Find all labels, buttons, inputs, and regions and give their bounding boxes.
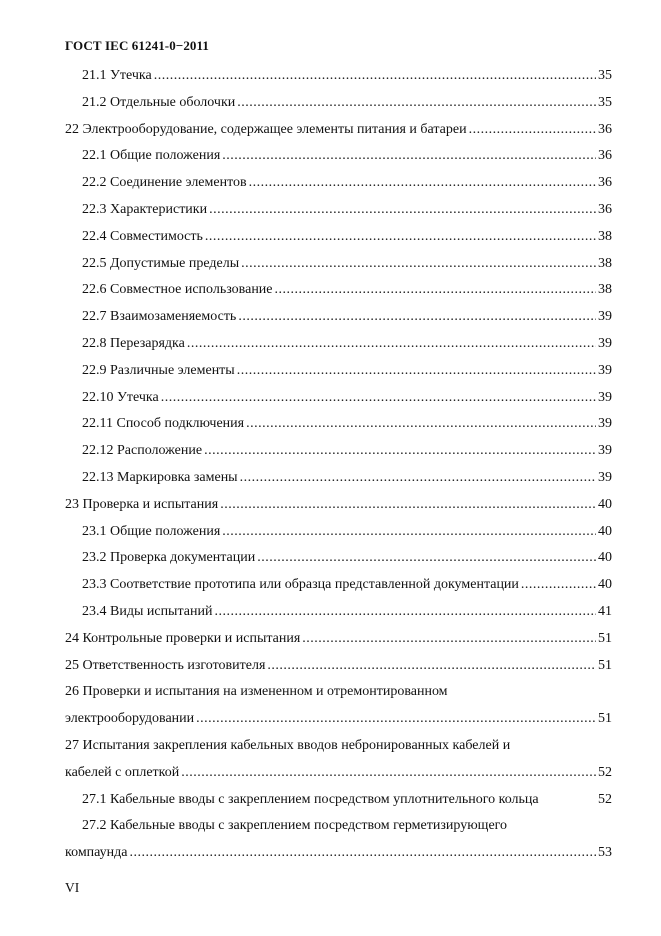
- toc-leader-dots: [214, 603, 596, 620]
- toc-entry: [65, 496, 612, 513]
- toc-entry-page: 41: [598, 604, 612, 619]
- toc-leader-dots: [267, 657, 596, 674]
- toc-entry-page: 40: [598, 496, 612, 512]
- toc-leader-dots: [275, 281, 596, 298]
- toc-entry: [65, 683, 448, 700]
- toc-entry-title: 24 Контрольные проверки и испытания: [65, 630, 301, 646]
- toc-entry: [82, 147, 612, 164]
- toc-entry-page: 39: [598, 470, 612, 485]
- toc-entry-title: 23.4 Виды испытаний: [82, 604, 213, 619]
- toc-entry-page: 40: [598, 577, 612, 593]
- toc-entry-page: 52: [598, 791, 612, 807]
- toc-leader-dots: [237, 362, 596, 379]
- toc-entry: [82, 335, 612, 352]
- toc-entry: [82, 817, 507, 834]
- toc-entry-title: 27 Испытания закрепления кабельных вводов небронированных кабелей и: [65, 738, 511, 753]
- toc-entry-title: 22.9 Различные элементы: [82, 362, 235, 378]
- toc-entry-title: 22.10 Утечка: [82, 389, 159, 405]
- toc-entry-title: 26 Проверки и испытания на измененном и отремонтированном: [65, 684, 448, 700]
- toc-entry-title: 22.3 Характеристики: [82, 202, 208, 217]
- toc-entry-page: 39: [598, 389, 612, 405]
- toc-entry-title: 21.1 Утечка: [82, 68, 152, 83]
- toc-leader-dots: [220, 496, 596, 513]
- toc-entry: [65, 121, 612, 138]
- toc-leader-dots: [209, 201, 596, 218]
- toc-entry-page: 40: [598, 550, 612, 566]
- toc-entry-title: электрооборудовании: [65, 711, 195, 727]
- toc-entry: [82, 362, 612, 379]
- toc-entry-title: 22.2 Соединение элементов: [82, 175, 247, 191]
- toc-entry-page: 51: [598, 711, 612, 727]
- toc-leader-dots: [257, 549, 596, 566]
- toc-entry-page: 39: [598, 362, 612, 378]
- toc-entry-page: 39: [598, 416, 612, 432]
- toc-entry-title: 23 Проверка и испытания: [65, 496, 219, 512]
- toc-entry: [65, 710, 612, 727]
- toc-entry: [65, 657, 612, 674]
- toc-entry-title: 22.12 Расположение: [82, 443, 203, 459]
- toc-entry-page: 35: [598, 68, 612, 83]
- toc-entry-title: 27.2 Кабельные вводы с закреплением посредством герметизирующего: [82, 818, 508, 834]
- toc-entry-page: 51: [598, 657, 612, 673]
- toc-entry: [82, 228, 612, 245]
- toc-entry: [65, 764, 612, 781]
- toc-entry-page: 51: [598, 630, 612, 646]
- toc-entry: [82, 308, 612, 325]
- toc-entry-title: 22 Электрооборудование, содержащее элементы питания и батареи: [65, 121, 467, 137]
- toc-leader-dots: [241, 255, 596, 272]
- toc-entry: [65, 737, 510, 754]
- toc-entry: [82, 255, 612, 272]
- toc-entry: [82, 549, 612, 566]
- toc-entry-page: 35: [598, 94, 612, 110]
- toc-leader-dots: [238, 308, 596, 325]
- toc-entry-title: 22.1 Общие положения: [82, 148, 221, 164]
- toc-entry-title: 22.6 Совместное использование: [82, 282, 273, 298]
- toc-entry: [82, 469, 612, 486]
- toc-entry: [65, 844, 612, 861]
- toc-entry-title: компаунда: [65, 845, 128, 861]
- document-header: ГОСТ IEC 61241-0−2011: [65, 38, 210, 53]
- toc-entry-page: 39: [598, 309, 612, 325]
- toc-leader-dots: [521, 576, 596, 593]
- toc-entry: [82, 94, 612, 111]
- toc-entry-page: 53: [598, 845, 612, 861]
- toc-entry-title: кабелей с оплеткой: [65, 764, 180, 780]
- toc-entry-title: 22.7 Взаимозаменяемость: [82, 309, 237, 325]
- toc-leader-dots: [161, 389, 596, 406]
- toc-leader-dots: [187, 335, 596, 352]
- toc-entry: [82, 281, 612, 298]
- toc-entry-title: 22.8 Перезарядка: [82, 336, 185, 351]
- toc-leader-dots: [302, 630, 596, 647]
- toc-entry-page: 39: [598, 336, 612, 351]
- toc-leader-dots: [469, 121, 596, 138]
- toc-entry: [82, 523, 612, 540]
- toc-entry-page: 36: [598, 121, 612, 137]
- toc-entry: [82, 791, 612, 808]
- toc-entry-title: 22.4 Совместимость: [82, 228, 203, 244]
- toc-entry: [82, 389, 612, 406]
- toc-entry-page: 36: [598, 175, 612, 191]
- toc-entry: [82, 415, 612, 432]
- toc-entry-page: 40: [598, 523, 612, 539]
- toc-entry-page: 52: [598, 764, 612, 780]
- toc-entry-page: 36: [598, 202, 612, 217]
- toc-entry-title: 23.2 Проверка документации: [82, 550, 256, 566]
- toc-entry-title: 22.11 Способ подключения: [82, 416, 245, 432]
- toc-entry-title: 21.2 Отдельные оболочки: [82, 94, 236, 110]
- toc-entry: [82, 201, 612, 218]
- toc-entry: [82, 603, 612, 620]
- toc-entry-title: 22.5 Допустимые пределы: [82, 255, 240, 271]
- toc-entry-title: 23.3 Соответствие прототипа или образца представленной документации: [82, 577, 519, 593]
- toc-leader-dots: [205, 228, 596, 245]
- toc-entry-page: 38: [598, 228, 612, 244]
- toc-entry-page: 38: [598, 282, 612, 298]
- toc-leader-dots: [204, 442, 596, 459]
- toc-entry: [65, 630, 612, 647]
- toc-entry-title: 25 Ответственность изготовителя: [65, 657, 266, 673]
- toc-entry-title: 23.1 Общие положения: [82, 523, 221, 539]
- toc-leader-dots: [130, 844, 596, 861]
- toc-entry-page: 38: [598, 255, 612, 271]
- toc-leader-dots: [246, 415, 596, 432]
- toc-entry: [82, 67, 612, 84]
- toc-entry-page: 39: [598, 443, 612, 459]
- toc-entry: [82, 174, 612, 191]
- toc-entry: [82, 576, 612, 593]
- toc-entry: [82, 442, 612, 459]
- toc-leader-dots: [154, 67, 596, 84]
- toc-leader-dots: [240, 469, 596, 486]
- toc-leader-dots: [222, 147, 596, 164]
- page-number: VI: [65, 880, 80, 895]
- toc-entry-title: 22.13 Маркировка замены: [82, 470, 238, 485]
- toc-leader-dots: [237, 94, 596, 111]
- toc-entry-title: 27.1 Кабельные вводы с закреплением посредством уплотнительного кольца: [82, 791, 539, 807]
- toc-leader-dots: [196, 710, 596, 727]
- toc-entry-page: 36: [598, 148, 612, 164]
- toc-leader-dots: [222, 523, 596, 540]
- toc-leader-dots: [249, 174, 596, 191]
- toc-leader-dots: [181, 764, 596, 781]
